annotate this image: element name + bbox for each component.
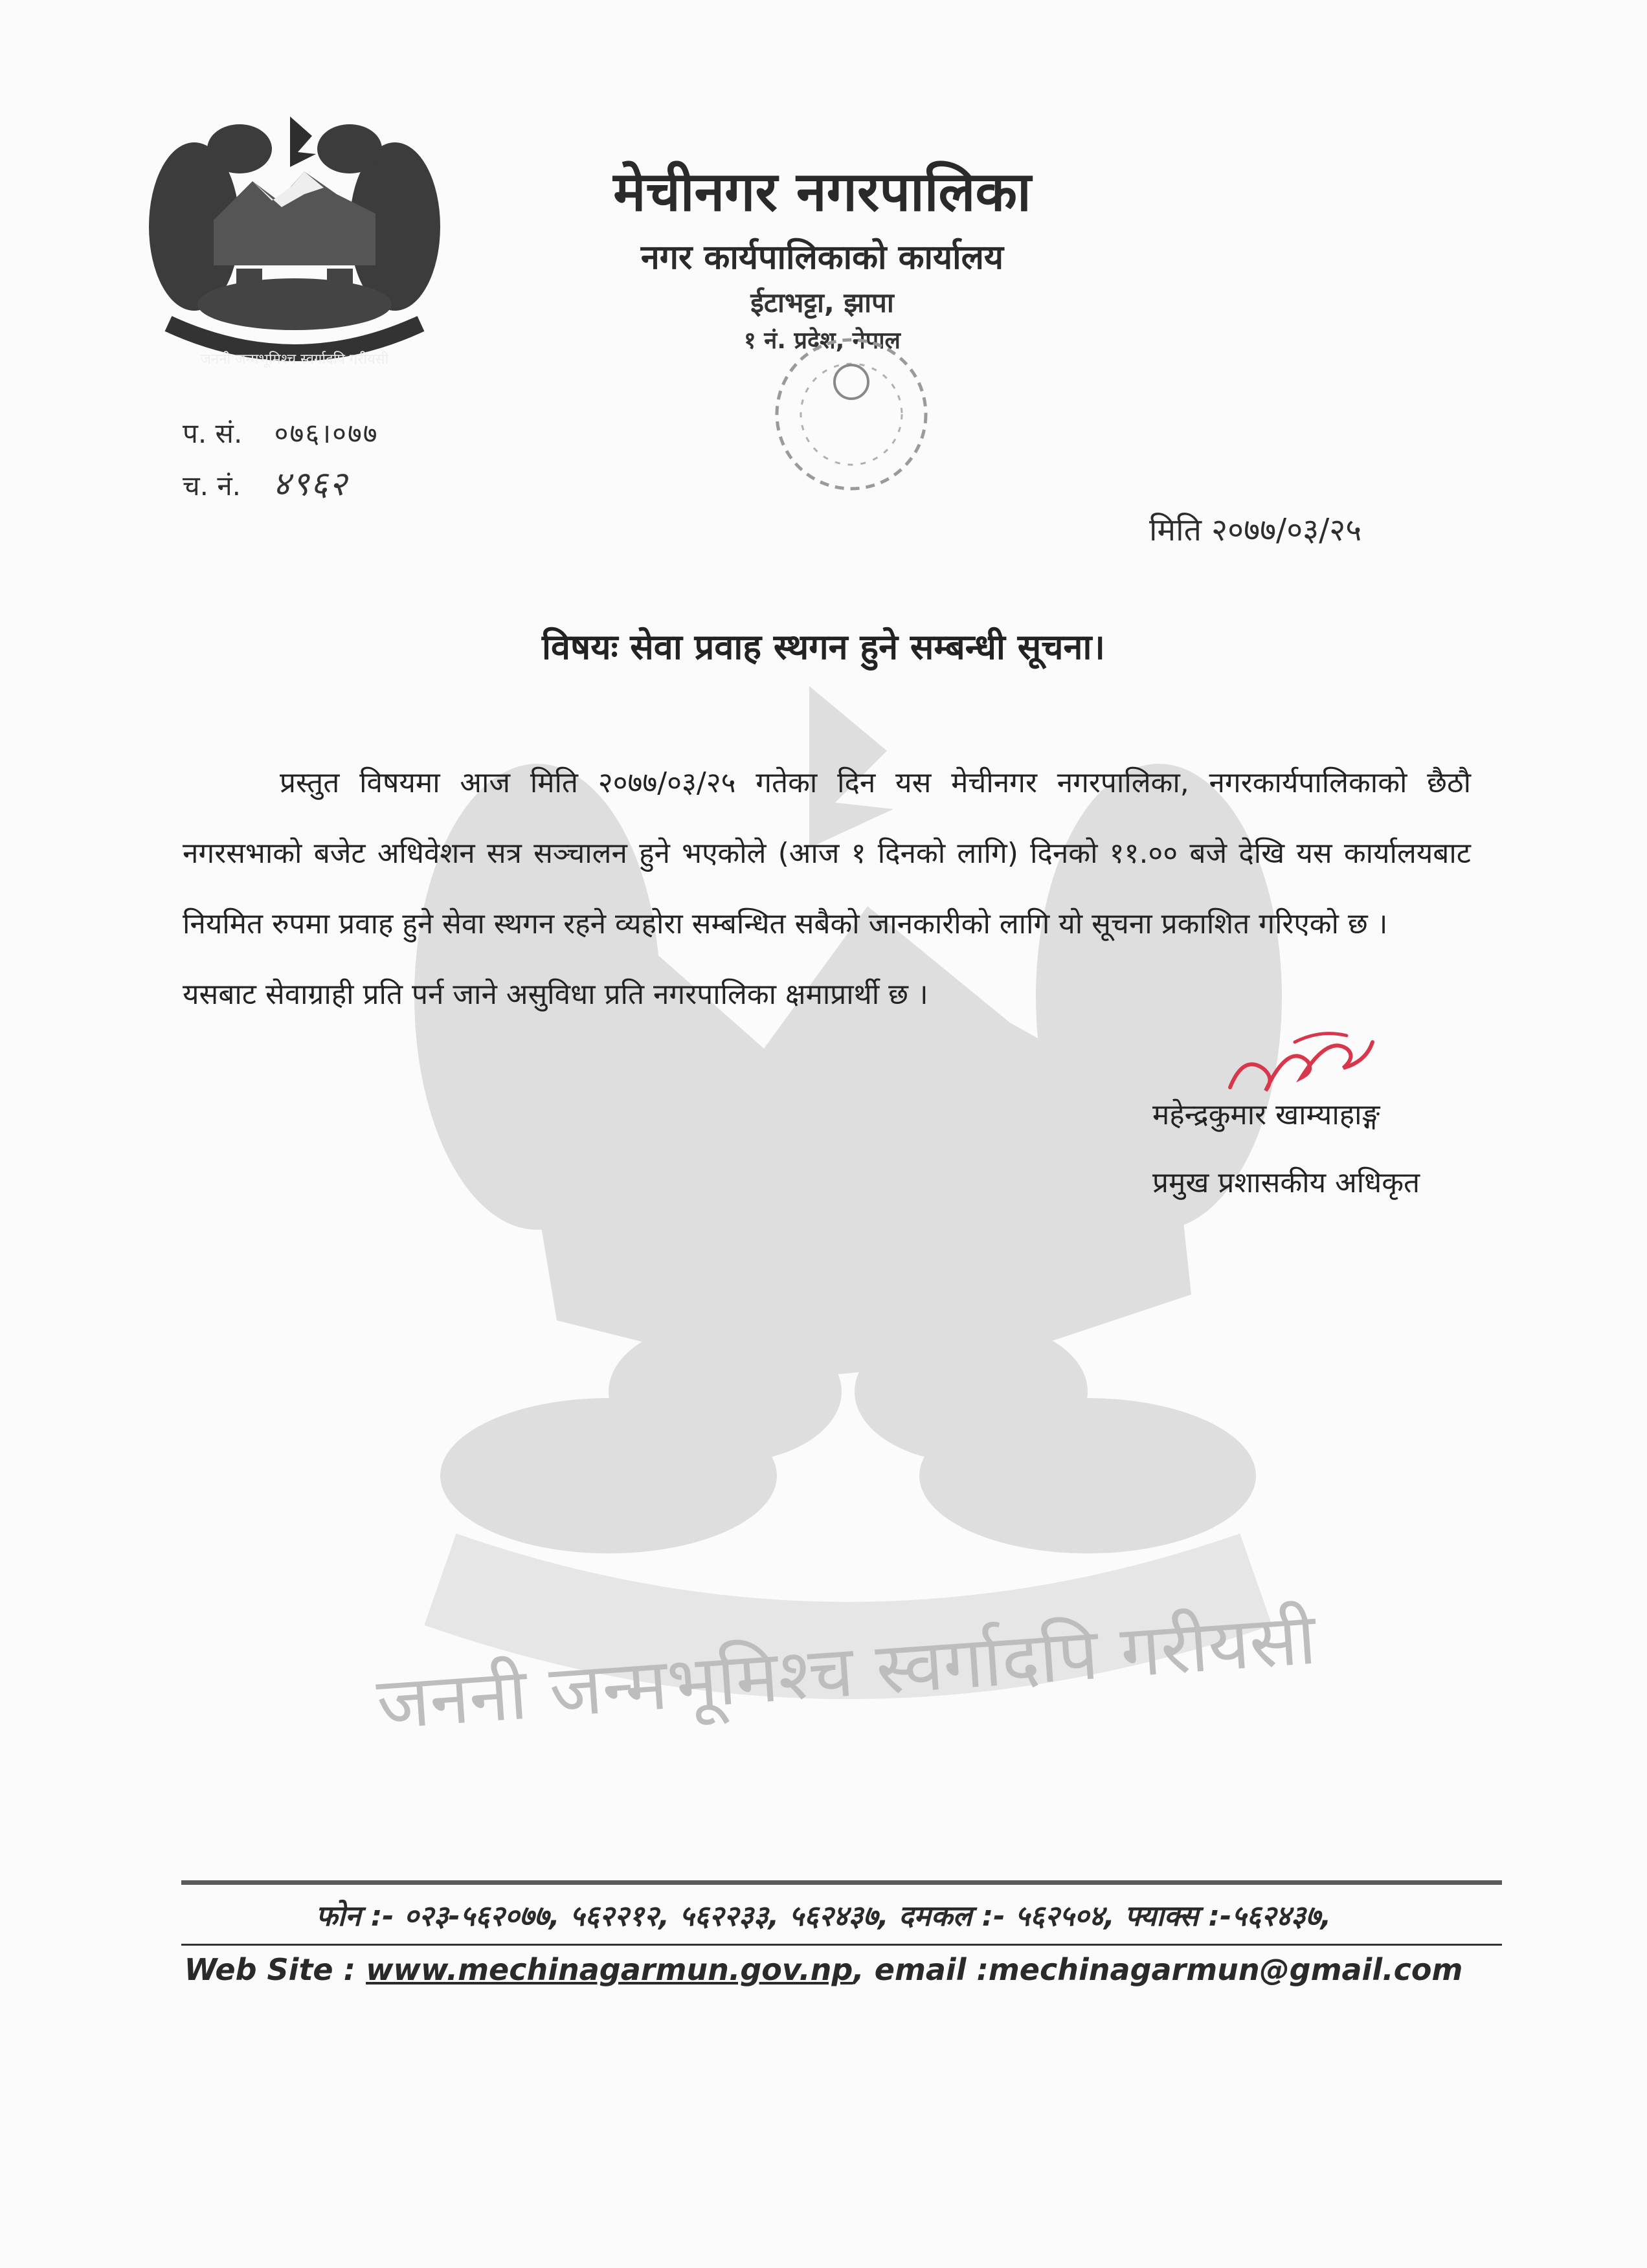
patra-sankhya <box>183 414 379 451</box>
svg-text:जननी जन्मभूमिश्च स्वर्गादपि गर: जननी जन्मभूमिश्च स्वर्गादपि गरीयसी <box>374 1597 1319 1746</box>
email-label: , email : <box>853 1952 989 1987</box>
signatory-name: महेन्द्रकुमार खाम्याहाङ्ग <box>1152 1098 1380 1131</box>
office-address: ईटाभट्टा, झापा <box>750 287 894 318</box>
municipality-name: मेचीनगर नगरपालिका <box>613 160 1031 223</box>
chalani-label: च. नं. <box>183 470 241 502</box>
body-paragraph-1: प्रस्तुत विषयमा आज मिति २०७७/०३/२५ गतेका दिन यस मेचीनगर नगरपालिका, नगरकार्यपालिकाको छैठौ नगरसभाको बजेट अधिवेशन सत्र सञ्चालन हुने भएकोले (आज १ दिनको लागि) दिनको ११.०० बजे देखि यस कार्यालयबाट नियमित रुपमा प्रवाह हुने सेवा स्थगन रहने व्यहोरा सम्बन्धित सबैको जानकारीको लागि यो सूचना प्रकाशित गरिएको छ । <box>183 766 1471 940</box>
emblem-motto-text: जननी जन्मभूमिश्च स्वर्गादपि गरीयसी <box>200 351 389 368</box>
footer-divider-bottom <box>181 1944 1502 1946</box>
handwritten-signature <box>1217 1016 1385 1107</box>
body-paragraph-2: यसबाट सेवाग्राही प्रति पर्न जाने असुविधा प्रति नगरपालिका क्षमाप्रार्थी छ । <box>183 978 928 1011</box>
website-label: Web Site : <box>184 1952 366 1987</box>
signatory-title: प्रमुख प्रशासकीय अधिकृत <box>1152 1166 1420 1199</box>
patra-value: ०७६।०७७ <box>274 417 379 449</box>
notice-date: मिति २०७७/०३/२५ <box>1149 512 1362 548</box>
website-link[interactable]: www.mechinagarmun.gov.np <box>366 1952 853 1987</box>
notice-body <box>183 748 1471 1030</box>
footer-contact-phone: फोन :- ०२३-५६२०७७, ५६२२१२, ५६२२३३, ५६२४३७, दमकल :- ५६२५०४, फ्याक्स :-५६२४३७, <box>315 1900 1332 1933</box>
footer-divider-top <box>181 1880 1502 1885</box>
office-stamp <box>738 337 965 511</box>
chalani-number <box>183 460 348 506</box>
footer-web-line <box>0 1952 1647 1987</box>
chalani-value: ४९६२ <box>273 465 348 504</box>
province-line: १ नं. प्रदेश, नेपाल <box>744 328 901 354</box>
patra-label: प. सं. <box>183 417 243 449</box>
office-name: नगर कार्यपालिकाको कार्यालय <box>640 238 1004 277</box>
notice-subject: विषयः सेवा प्रवाह स्थगन हुने सम्बन्धी सूचना। <box>542 627 1105 667</box>
email-address[interactable]: mechinagarmun@gmail.com <box>988 1952 1463 1987</box>
